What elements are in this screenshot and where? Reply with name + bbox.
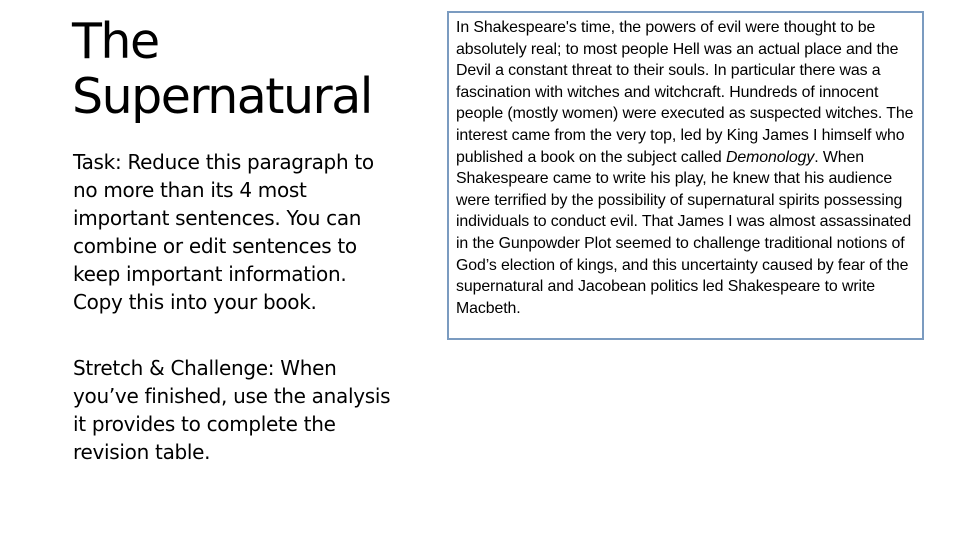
stretch-label: Stretch & Challenge (73, 356, 268, 380)
source-paragraph-box (447, 11, 924, 340)
source-paragraph (456, 17, 922, 319)
task-label: Task (73, 150, 115, 174)
stretch-text: : When you’ve finished, use the analysis it provides to complete the revision table. (73, 356, 391, 464)
slide-title-line-1: The (72, 13, 159, 70)
paragraph-part-1: In Shakespeare's time, the powers of evil were thought to be absolutely real; to most people Hell was an actual place and the Devil a constant threat to their souls. In particular there was a fascination with witches and witchcraft. Hundreds of innocent people (mostly women) were executed as suspected witches. The interest came from the very top, led by King James I himself who published a book on the subject called (456, 19, 914, 166)
slide-title-line-2: Supernatural (72, 68, 372, 125)
slide-title (72, 14, 432, 124)
paragraph-part-2: . When Shakespeare came to write his play, he knew that his audience were terrified by the possibility of supernatural spirits possessing individuals to conduct evil. That James I was almost assassinated in the Gunpowder Plot seemed to challenge traditional notions of God’s election of kings, and this uncertainty caused by fear of the supernatural and Jacobean politics led Shakespeare to write Macbeth. (456, 148, 912, 317)
task-text: : Reduce this paragraph to no more than its 4 most important sentences. You can combine or edit sentences to keep important information. Copy this into your book. (73, 150, 374, 314)
stretch-challenge-instruction (73, 354, 393, 466)
task-instruction (73, 148, 393, 316)
book-title: Demonology (725, 148, 815, 166)
